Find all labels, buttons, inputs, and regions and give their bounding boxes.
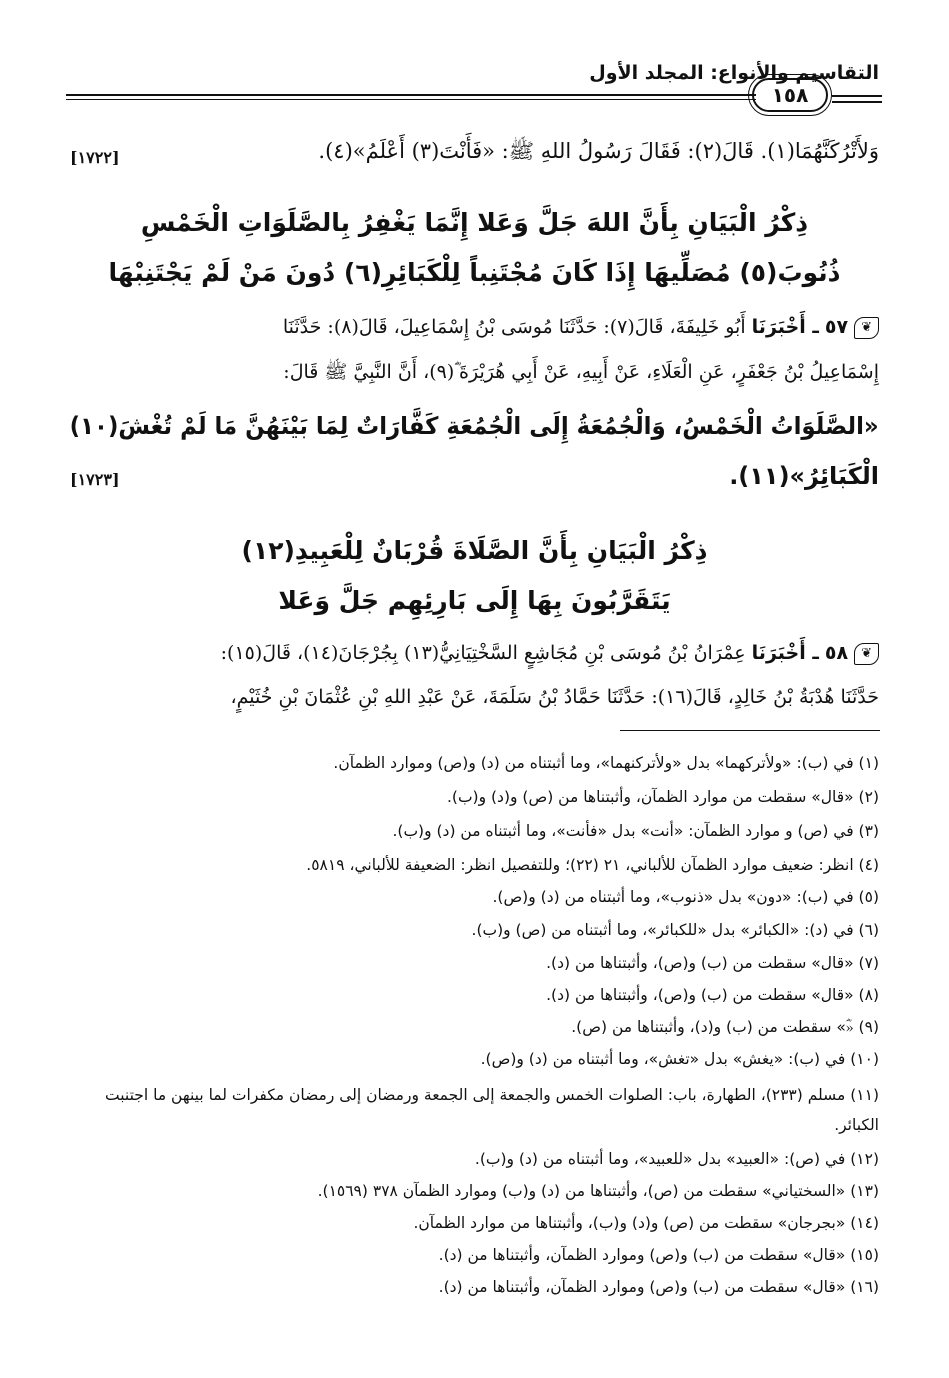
hadith-number: ٥٨	[824, 642, 849, 664]
isnad-line: عِمْرَانُ بْنُ مُوسَى بْنِ مُجَاشِعٍ السَّخْتِيَانِيُّ(١٣) بِجُرْجَانَ(١٤)، قَالَ(١٥):	[220, 642, 746, 664]
footnote: (١٠) في (ب): «يغش» بدل «تغش»، وما أثبتناه من (د) و(ص).	[480, 1050, 879, 1068]
footnote: (٦) في (د): «الكبائر» بدل «للكبائر»، وما أثبتناه من (ص) و(ب).	[471, 921, 879, 939]
hadith-matn: «الصَّلَوَاتُ الْخَمْسُ، وَالْجُمُعَةُ إِلَى الْجُمُعَةِ كَفَّارَاتٌ لِمَا بَيْنَهُنَّ مَا لَمْ تُغْشَ(١٠)	[69, 412, 880, 440]
footnote: (١٣) «السختياني» سقطت من (ص)، وأثبتناها من (د) و(ب) وموارد الظمآن ٣٧٨ (١٥٦٩).	[317, 1182, 879, 1200]
hadith-reference: [١٧٢٢]	[70, 148, 120, 167]
akhbarana-label: ـ أَخْبَرَنَا	[751, 316, 819, 338]
continuation-text: وَلأَتْرُكَنَّهُمَا(١). قَالَ(٢): فَقَالَ رَسُولُ اللهِ ﷺ: «فَأَنْتَ(٣) أَعْلَمُ»(٤).	[318, 139, 879, 163]
header-rule-thin	[66, 99, 756, 100]
footnote: (١٥) «قال» سقطت من (ب) و(ص) وموارد الظمآن، وأثبتناها من (د).	[438, 1246, 879, 1264]
hadith-isnad	[221, 642, 879, 665]
hadith-reference: [١٧٢٣]	[70, 470, 120, 489]
akhbarana-label: ـ أَخْبَرَنَا	[751, 642, 819, 664]
footnote: (٥) في (ب): «دون» بدل «ذنوب»، وما أثبتناه من (د) و(ص).	[492, 888, 879, 906]
hadith-number: ٥٧	[824, 316, 849, 338]
hadith-marker-icon: ❦	[854, 643, 879, 665]
header-rule	[66, 94, 756, 96]
header-ornament-line	[832, 95, 882, 97]
footnote: (١٢) في (ص): «العبيد» بدل «للعبيد»، وما أثبتناه من (د) و(ب).	[474, 1150, 879, 1168]
footnote: (٨) «قال» سقطت من (ب) و(ص)، وأثبتناها من (د).	[546, 986, 879, 1004]
footnote: (١) في (ب): «ولأتركهما» بدل «ولأتركنهما»، وما أثبتناه من (د) و(ص) وموارد الظمآن.	[333, 754, 879, 772]
footnote-separator	[620, 730, 880, 731]
footnote: (٤) انظر: ضعيف موارد الظمآن للألباني، ٢١ (٢٢)؛ وللتفصيل انظر: الضعيفة للألباني، ٥٨١٩.	[306, 856, 879, 874]
page-number: ١٥٨	[752, 78, 828, 112]
running-header-title: التقاسيم والأنواع: المجلد الأول	[589, 62, 879, 84]
footnote: (٢) «قال» سقطت من موارد الظمآن، وأثبتناها من (ص) و(د) و(ب).	[446, 788, 879, 806]
isnad-line: أَبُو خَلِيفَةَ، قَالَ(٧): حَدَّثَنَا مُوسَى بْنُ إِسْمَاعِيلَ، قَالَ(٨): حَدَّثَنَا	[282, 316, 746, 338]
hadith-marker-icon: ❦	[854, 317, 879, 339]
footnote: (١٤) «بجرجان» سقطت من (ص) و(د) و(ب)، وأثبتناها من موارد الظمآن.	[413, 1214, 879, 1232]
footnote: (١١) مسلم (٢٣٣)، الطهارة، باب: الصلوات الخمس والجمعة إلى الجمعة ورمضان إلى رمضان مكفرات لما بينهن ما اجتنبت الكبائر.	[105, 1086, 879, 1134]
isnad-line: حَدَّثَنَا هُدْبَةُ بْنُ خَالِدٍ، قَالَ(١٦): حَدَّثَنَا حَمَّادُ بْنُ سَلَمَةَ، عَنْ عَبْدِ اللهِ بْنِ عُثْمَانَ بْنِ خُثَيْمٍ،	[230, 686, 879, 708]
footnote: (٩) «ؓ» سقطت من (ب) و(د)، وأثبتناها من (ص).	[571, 1018, 879, 1036]
footnote: (١٦) «قال» سقطت من (ب) و(ص) وموارد الظمآن، وأثبتناها من (د).	[438, 1278, 879, 1296]
chapter-heading: ذِكْرُ الْبَيَانِ بِأَنَّ الصَّلَاةَ قُرْبَانٌ لِلْعَبِيدِ(١٢)	[241, 536, 708, 565]
footnote: (٧) «قال» سقطت من (ب) و(ص)، وأثبتناها من (د).	[546, 954, 879, 972]
chapter-heading: يَتَقَرَّبُونَ بِهَا إِلَى بَارِئِهِم جَلَّ وَعَلا	[278, 586, 671, 615]
chapter-heading: ذُنُوبَ(٥) مُصَلِّيهَا إِذَا كَانَ مُجْتَنِباً لِلْكَبَائِرِ(٦) دُونَ مَنْ لَمْ يَجْتَنِبْهَا	[108, 258, 841, 287]
chapter-heading: ذِكْرُ الْبَيَانِ بِأَنَّ اللهَ جَلَّ وَعَلا إِنَّمَا يَغْفِرُ بِالصَّلَوَاتِ الْخَمْسِ	[140, 208, 809, 237]
footnote: (٣) في (ص) و موارد الظمآن: «أنت» بدل «فأنت»، وما أثبتناه من (د) و(ب).	[392, 822, 879, 840]
hadith-isnad	[283, 316, 879, 339]
header-ornament-line	[832, 101, 882, 103]
isnad-line: إِسْمَاعِيلُ بْنُ جَعْفَرٍ، عَنِ الْعَلَاءِ، عَنْ أَبِيهِ، عَنْ أَبِي هُرَيْرَةَ ؓ(٩)، أَنَّ النَّبِيَّ ﷺ قَالَ:	[283, 361, 879, 383]
hadith-matn: الْكَبَائِرُ»(١١).	[729, 462, 879, 490]
